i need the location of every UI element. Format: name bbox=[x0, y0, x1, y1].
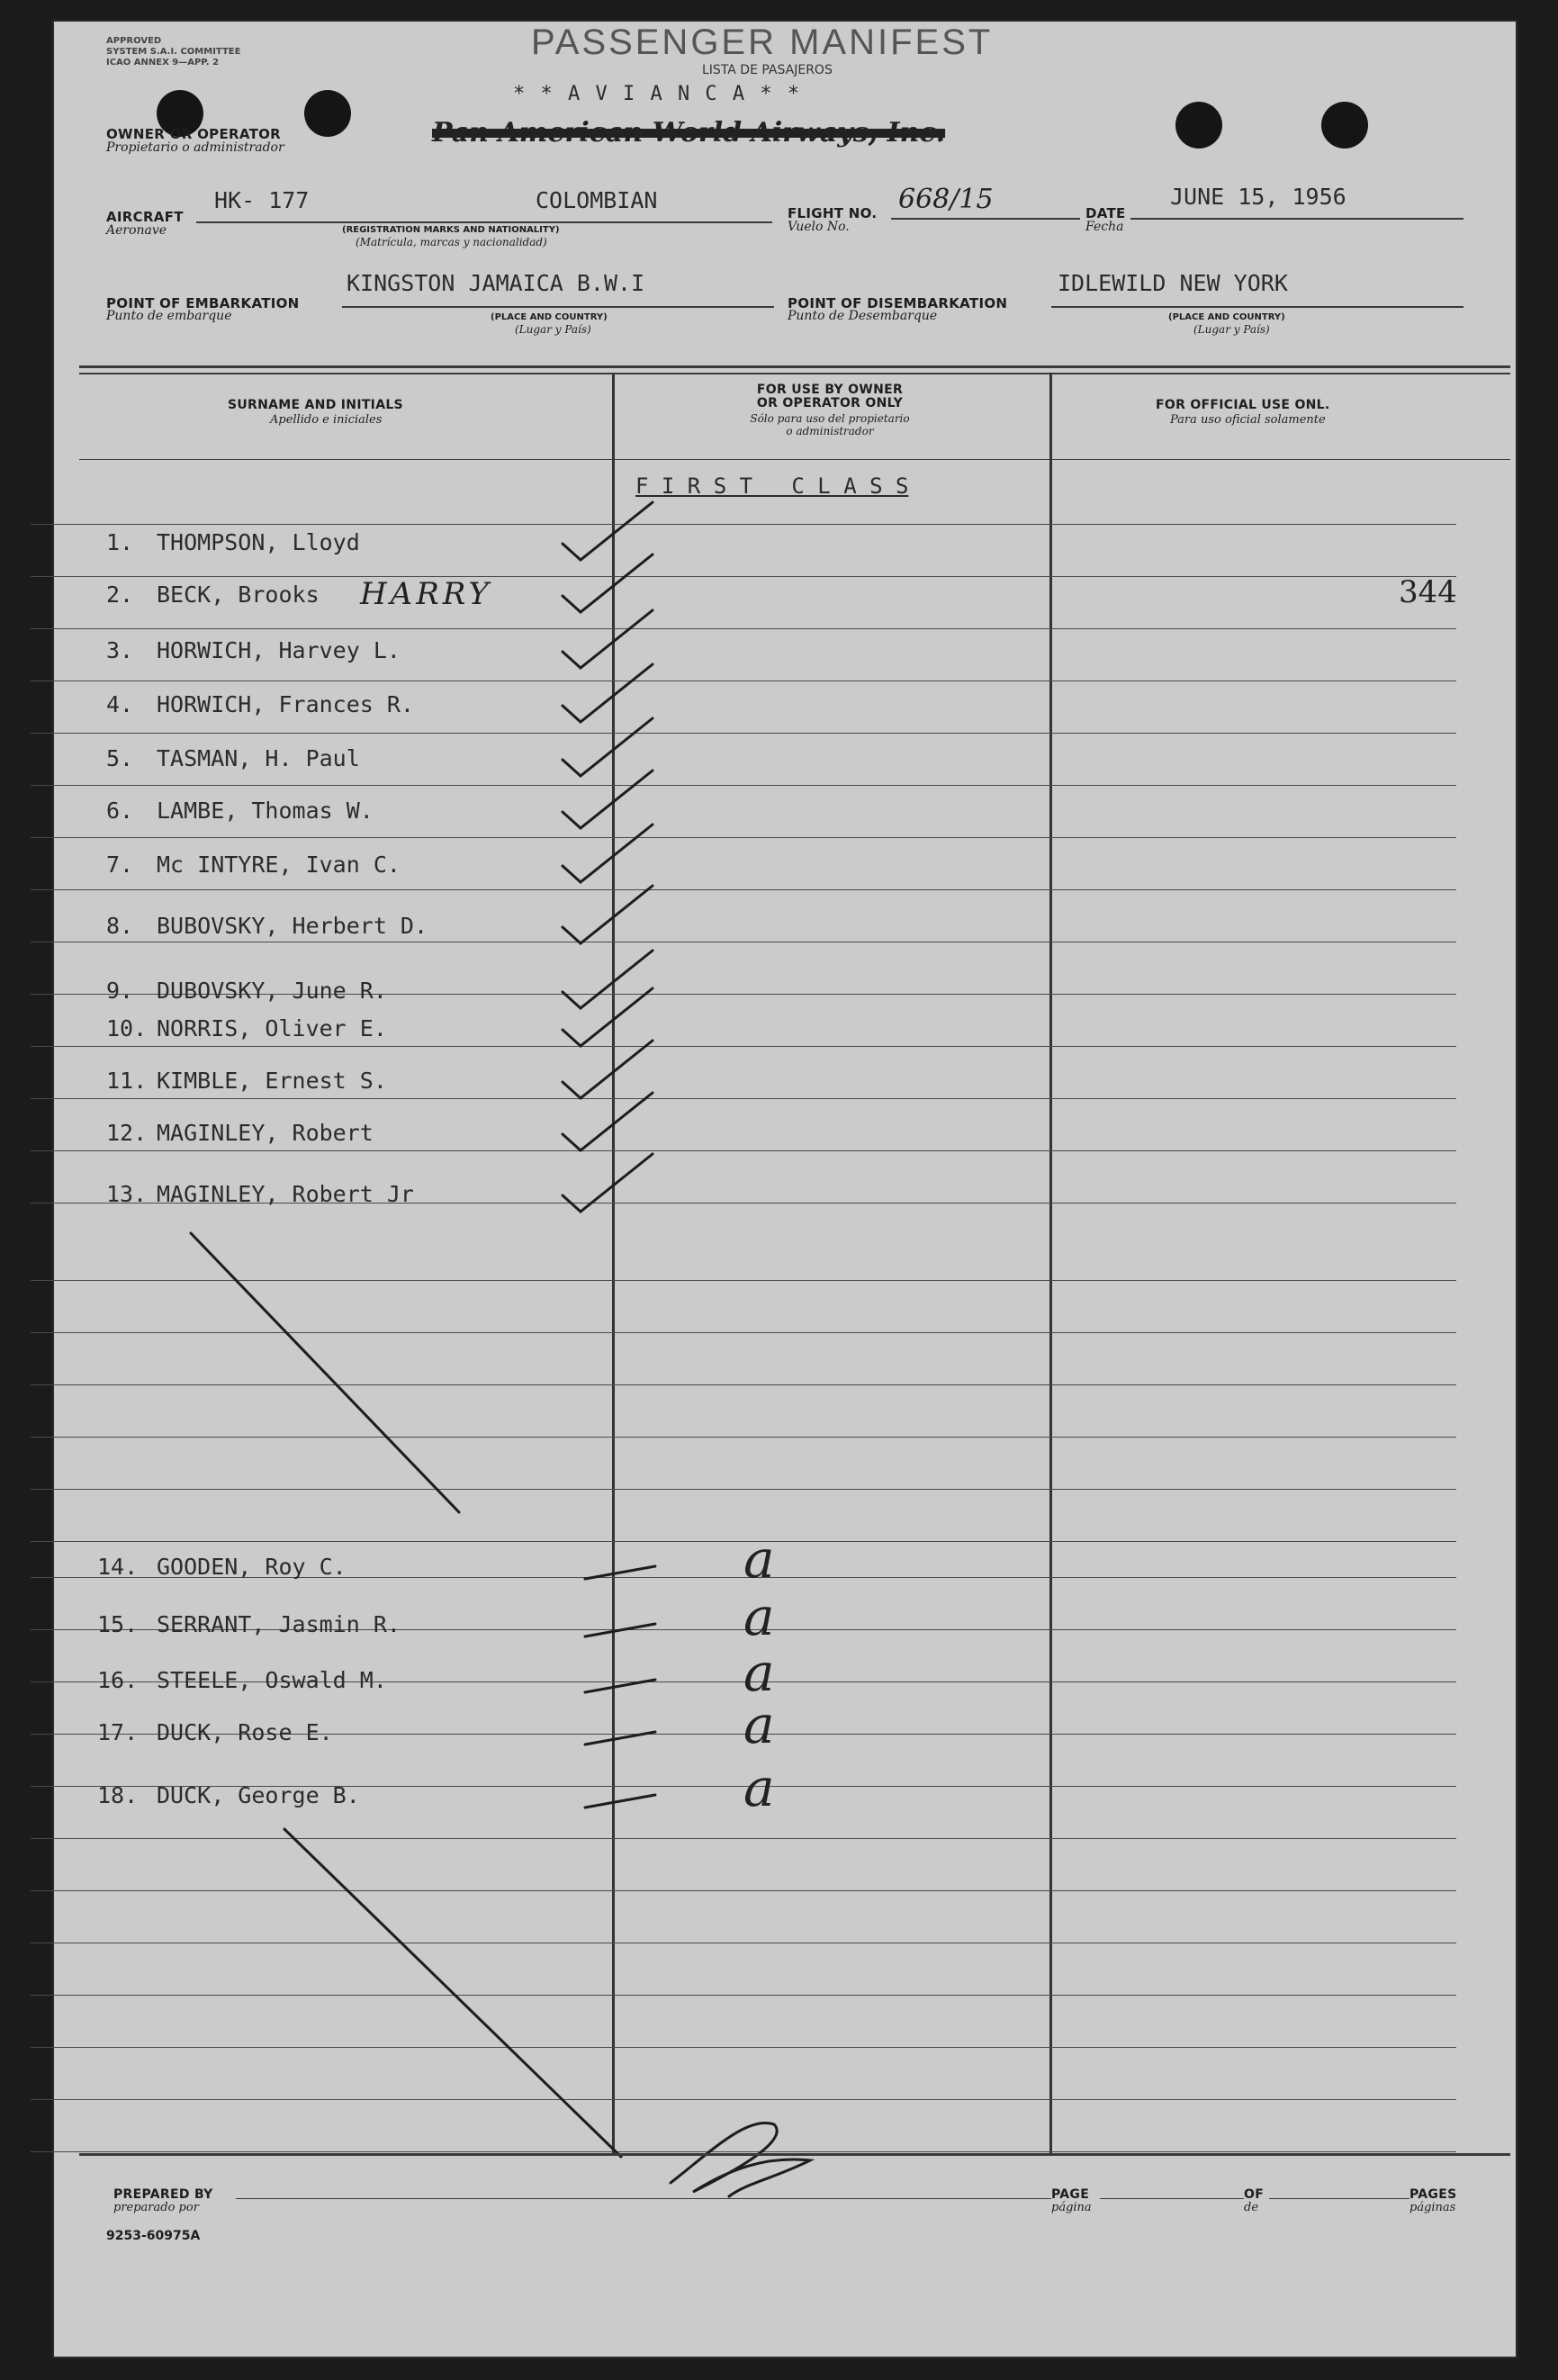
passenger-name: Mc INTYRE, Ivan C. bbox=[157, 852, 401, 878]
airline-name: * * A V I A N C A * * bbox=[513, 83, 802, 105]
operator-mark-a: a bbox=[743, 1694, 775, 1755]
check-mark bbox=[563, 886, 653, 943]
passenger-number: 6. bbox=[106, 798, 134, 824]
disembark-label-es: Punto de Desembarque bbox=[788, 309, 938, 323]
dash-mark bbox=[585, 1795, 655, 1808]
passenger-number: 3. bbox=[106, 637, 134, 663]
class-heading: F I R S T C L A S S bbox=[635, 473, 909, 499]
passenger-name: TASMAN, H. Paul bbox=[157, 745, 360, 771]
passenger-name: MAGINLEY, Robert bbox=[157, 1120, 374, 1146]
place-caption-es: (Lugar y País) bbox=[1193, 323, 1270, 336]
passenger-name: LAMBE, Thomas W. bbox=[157, 798, 374, 824]
col-header-owner-line2: OR OPERATOR ONLY bbox=[756, 396, 904, 410]
flight-number: 668/15 bbox=[898, 184, 994, 215]
passenger-name: MAGINLEY, Robert Jr bbox=[157, 1181, 414, 1207]
passenger-name: NORRIS, Oliver E. bbox=[157, 1015, 387, 1041]
passenger-number: 4. bbox=[106, 691, 134, 717]
aircraft-reg: HK- 177 bbox=[214, 187, 310, 213]
approval-line: APPROVED bbox=[106, 36, 162, 46]
page-title: PASSENGER MANIFEST bbox=[531, 27, 994, 58]
approval-line: SYSTEM S.A.I. COMMITTEE bbox=[106, 47, 241, 57]
reg-marks-caption: (REGISTRATION MARKS AND NATIONALITY) bbox=[342, 225, 560, 235]
passenger-number: 13. bbox=[106, 1181, 148, 1207]
passenger-number: 5. bbox=[106, 745, 134, 771]
approval-line: ICAO ANNEX 9—APP. 2 bbox=[106, 58, 220, 68]
passenger-number: 7. bbox=[106, 852, 134, 878]
check-mark bbox=[563, 610, 653, 668]
check-mark bbox=[563, 718, 653, 776]
passenger-number: 15. bbox=[97, 1611, 139, 1637]
operator-mark-a: a bbox=[743, 1642, 775, 1703]
check-mark bbox=[563, 1041, 653, 1098]
reg-marks-caption-es: (Matrícula, marcas y nacionalidad) bbox=[356, 236, 547, 248]
check-mark bbox=[563, 502, 653, 560]
prepared-line bbox=[236, 2198, 1051, 2199]
passenger-name: HORWICH, Harvey L. bbox=[157, 637, 401, 663]
owner-label-es: Propietario o administrador bbox=[106, 140, 284, 155]
col-header-official: FOR OFFICIAL USE ONL. bbox=[1156, 398, 1330, 412]
embark-value: KINGSTON JAMAICA B.W.I bbox=[347, 270, 645, 296]
void-strike-line bbox=[284, 1829, 621, 2157]
passenger-name: BECK, Brooks bbox=[157, 581, 320, 608]
dash-mark bbox=[585, 1680, 655, 1692]
handwritten-correction: HARRY bbox=[360, 576, 492, 612]
void-strike-line bbox=[191, 1233, 459, 1512]
aircraft-label-es: Aeronave bbox=[106, 223, 167, 238]
pages-line bbox=[1269, 2198, 1409, 2199]
operator-name: Pan American World Airways, Inc. bbox=[432, 117, 946, 149]
flight-label: FLIGHT NO. bbox=[788, 205, 878, 221]
form-number: 9253-60975A bbox=[106, 2229, 201, 2243]
passenger-number: 14. bbox=[97, 1554, 139, 1580]
check-mark bbox=[563, 664, 653, 722]
operator-mark-a: a bbox=[743, 1586, 775, 1647]
passenger-number: 9. bbox=[106, 978, 134, 1004]
col-header-owner-es-line2: o administrador bbox=[786, 425, 874, 437]
passenger-number: 2. bbox=[106, 581, 134, 608]
passenger-name: BUBOVSKY, Herbert D. bbox=[157, 913, 428, 939]
operator-mark-a: a bbox=[743, 1757, 775, 1818]
disembark-label: POINT OF DISEMBARKATION bbox=[788, 295, 1008, 311]
place-caption: (PLACE AND COUNTRY) bbox=[491, 312, 608, 322]
of-label-es: de bbox=[1244, 2201, 1259, 2214]
footer-rule bbox=[79, 2153, 1510, 2156]
dash-mark bbox=[585, 1624, 655, 1636]
page-label-es: página bbox=[1051, 2201, 1092, 2214]
passenger-name: THOMPSON, Lloyd bbox=[157, 529, 360, 555]
pages-label: PAGES bbox=[1409, 2187, 1457, 2202]
passenger-name: GOODEN, Roy C. bbox=[157, 1554, 347, 1580]
prepared-by-label: PREPARED BY bbox=[113, 2187, 213, 2202]
passenger-number: 11. bbox=[106, 1068, 148, 1094]
passenger-number: 16. bbox=[97, 1667, 139, 1693]
embark-label-es: Punto de embarque bbox=[106, 309, 232, 323]
passenger-name: STEELE, Oswald M. bbox=[157, 1667, 387, 1693]
operator-mark-a: a bbox=[743, 1528, 775, 1590]
owner-label: OWNER OR OPERATOR bbox=[106, 126, 282, 142]
passenger-name: HORWICH, Frances R. bbox=[157, 691, 414, 717]
date-label-es: Fecha bbox=[1085, 220, 1124, 234]
dash-mark bbox=[585, 1732, 655, 1744]
col-header-surname-es: Apellido e iniciales bbox=[270, 413, 383, 427]
dash-mark bbox=[585, 1566, 655, 1579]
passenger-number: 12. bbox=[106, 1120, 148, 1146]
flight-label-es: Vuelo No. bbox=[788, 220, 850, 234]
place-caption: (PLACE AND COUNTRY) bbox=[1168, 312, 1285, 322]
col-header-owner-line1: FOR USE BY OWNER bbox=[756, 383, 904, 397]
col-header-official-es: Para uso oficial solamente bbox=[1170, 413, 1326, 427]
signature bbox=[671, 2123, 810, 2196]
date-value: JUNE 15, 1956 bbox=[1170, 184, 1346, 210]
check-mark bbox=[563, 988, 653, 1046]
check-mark bbox=[563, 825, 653, 882]
page-subtitle: LISTA DE PASAJEROS bbox=[702, 63, 833, 77]
check-mark bbox=[563, 1093, 653, 1150]
page-line bbox=[1100, 2198, 1244, 2199]
passenger-name: KIMBLE, Ernest S. bbox=[157, 1068, 387, 1094]
disembark-value: IDLEWILD NEW YORK bbox=[1058, 270, 1288, 296]
prepared-by-label-es: preparado por bbox=[113, 2201, 199, 2214]
passenger-number: 8. bbox=[106, 913, 134, 939]
embark-label: POINT OF EMBARKATION bbox=[106, 295, 300, 311]
col-header-owner-es-line1: Sólo para uso del propietario bbox=[750, 412, 910, 425]
date-label: DATE bbox=[1085, 205, 1126, 221]
aircraft-nationality: COLOMBIAN bbox=[536, 187, 658, 213]
aircraft-label: AIRCRAFT bbox=[106, 209, 184, 225]
passenger-name: DUBOVSKY, June R. bbox=[157, 978, 387, 1004]
passenger-name: SERRANT, Jasmin R. bbox=[157, 1611, 401, 1637]
official-number: 344 bbox=[1399, 574, 1457, 610]
passenger-name: DUCK, Rose E. bbox=[157, 1719, 333, 1745]
check-mark bbox=[563, 554, 653, 612]
col-header-surname: SURNAME AND INITIALS bbox=[228, 398, 403, 412]
of-label: OF bbox=[1244, 2187, 1265, 2202]
pages-label-es: páginas bbox=[1409, 2201, 1456, 2214]
check-mark bbox=[563, 1154, 653, 1212]
passenger-name: DUCK, George B. bbox=[157, 1782, 360, 1808]
passenger-number: 17. bbox=[97, 1719, 139, 1745]
passenger-number: 10. bbox=[106, 1015, 148, 1041]
page-label: PAGE bbox=[1051, 2187, 1090, 2202]
passenger-number: 18. bbox=[97, 1782, 139, 1808]
passenger-number: 1. bbox=[106, 529, 134, 555]
check-mark bbox=[563, 771, 653, 828]
place-caption-es: (Lugar y País) bbox=[515, 323, 591, 336]
